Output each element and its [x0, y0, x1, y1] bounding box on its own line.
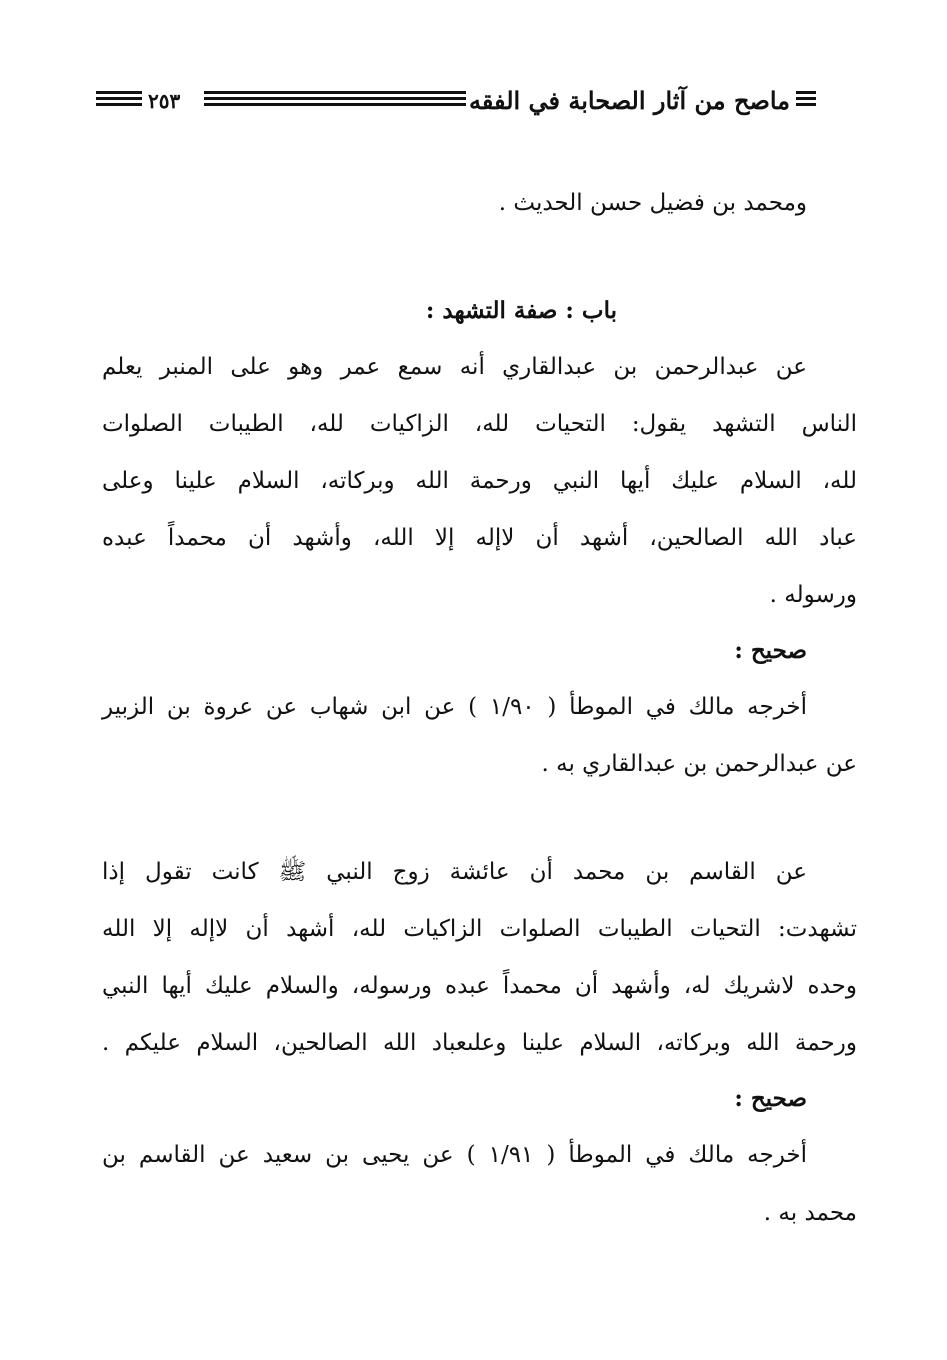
hadith-line: عن عبدالرحمن بن عبدالقاري أنه سمع عمر وهو على المنبر يعلم	[102, 354, 807, 380]
grade-label: صحيح :	[734, 637, 807, 664]
header-rule	[204, 97, 466, 100]
header-rule	[796, 97, 816, 100]
hadith-line: ورسوله .	[769, 582, 857, 608]
header-rule	[96, 103, 142, 106]
takhrij-line: عن عبدالرحمن بن عبدالقاري به .	[541, 751, 857, 777]
book-title: ماصح من آثار الصحابة في الفقه	[469, 86, 790, 115]
header-rule	[796, 91, 816, 94]
hadith-line: الناس التشهد يقول: التحيات لله، الزاكيات لله، الطيبات الصلوات	[102, 411, 857, 437]
hadith-line: لله، السلام عليك أيها النبي ورحمة الله وبركاته، السلام علينا وعلى	[102, 468, 857, 494]
takhrij-line: محمد به .	[763, 1200, 857, 1226]
hadith-line: وحده لاشريك له، وأشهد أن محمداً عبده ورسوله، والسلام عليك أيها النبي	[102, 973, 857, 999]
page-number: ٢٥٣	[148, 89, 181, 113]
chapter-heading: باب : صفة التشهد :	[425, 297, 617, 324]
hadith-line: عباد الله الصالحين، أشهد أن لاإله إلا الله، وأشهد أن محمداً عبده	[102, 525, 857, 551]
intro-line: ومحمد بن فضيل حسن الحديث .	[498, 190, 807, 216]
hadith-line: عن القاسم بن محمد أن عائشة زوج النبي ﷺ كانت تقول إذا	[102, 859, 807, 885]
header-rule	[96, 91, 142, 94]
header-rule	[796, 103, 816, 106]
hadith-line: ورحمة الله وبركاته، السلام علينا وعلىعباد الله الصالحين، السلام عليكم .	[102, 1030, 857, 1056]
header-rule	[204, 103, 466, 106]
running-header	[96, 80, 816, 124]
hadith-line: تشهدت: التحيات الطيبات الصلوات الزاكيات لله، أشهد أن لاإله إلا الله	[102, 916, 857, 942]
header-rule	[96, 97, 142, 100]
header-rule	[204, 91, 466, 94]
grade-label: صحيح :	[734, 1085, 807, 1112]
takhrij-line: أخرجه مالك في الموطأ ( ١/٩١ ) عن يحيى بن سعيد عن القاسم بن	[102, 1142, 807, 1168]
takhrij-line: أخرجه مالك في الموطأ ( ١/٩٠ ) عن ابن شهاب عن عروة بن الزبير	[102, 694, 807, 720]
